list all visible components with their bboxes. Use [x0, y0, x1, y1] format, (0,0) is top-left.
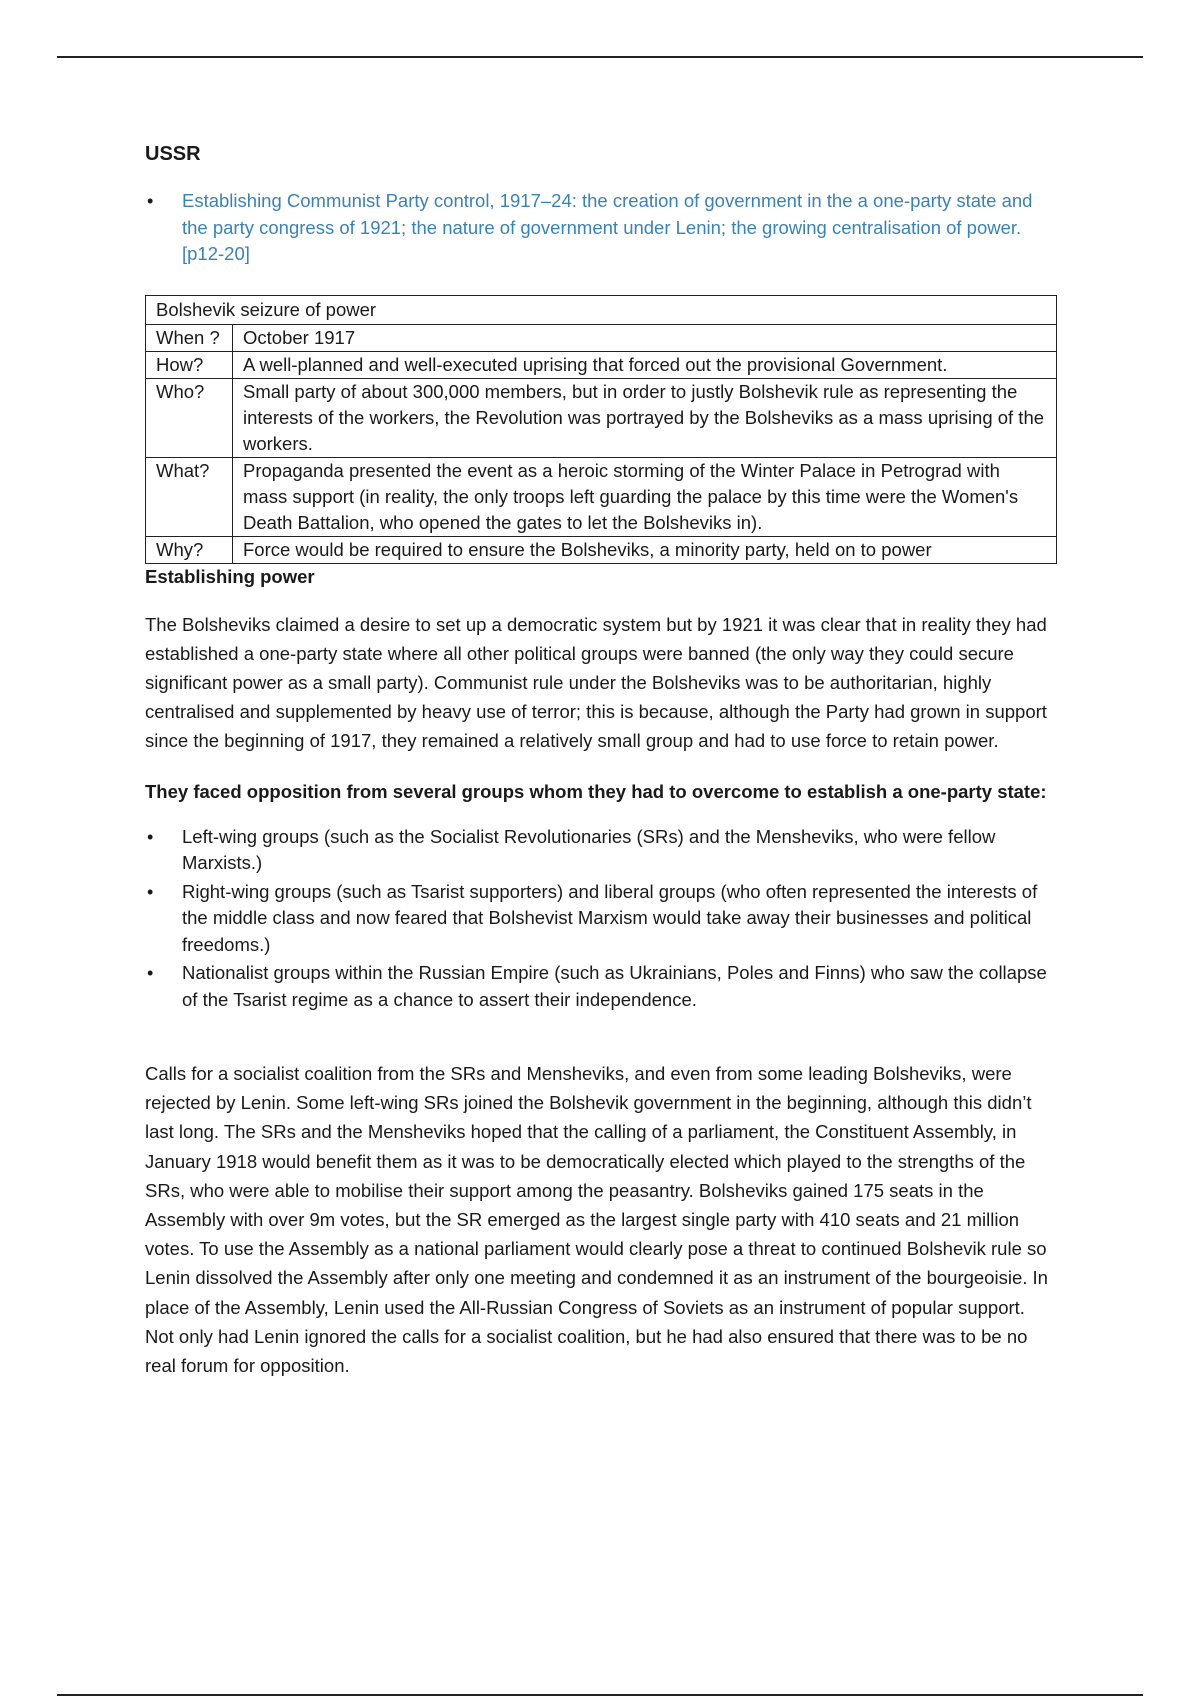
- row-label: How?: [146, 351, 233, 378]
- table-row: [146, 536, 1057, 563]
- bullet-icon: •: [147, 191, 154, 211]
- header-rule: [57, 56, 1143, 58]
- bullet-icon: •: [147, 963, 154, 984]
- table-row: [146, 324, 1057, 351]
- bullet-icon: •: [147, 881, 154, 902]
- list-item: [145, 879, 1057, 959]
- row-label: Who?: [146, 378, 233, 457]
- document-body: [145, 140, 1057, 1380]
- row-label: Why?: [146, 536, 233, 563]
- row-text: Propaganda presented the event as a heroic storming of the Winter Palace in Petrograd with mass support (in reality, the only troops left guarding the palace by this time were the Women's Death Battalion, who opened the gates to let the Bolsheviks in).: [233, 457, 1057, 536]
- list-item: [145, 960, 1057, 1013]
- row-label: What?: [146, 457, 233, 536]
- table-heading: Bolshevik seizure of power: [146, 295, 1057, 324]
- row-label: When ?: [146, 324, 233, 351]
- list-item-text: Nationalist groups within the Russian Empire (such as Ukrainians, Poles and Finns) who saw the collapse of the Tsarist regime as a chance to assert their independence.: [182, 962, 1047, 1010]
- objectives-list: [145, 188, 1057, 268]
- document-title: USSR: [145, 143, 201, 165]
- row-text: Small party of about 300,000 members, but in order to justly Bolshevik rule as representing the interests of the workers, the Revolution was portrayed by the Bolsheviks as a mass uprising of the workers.: [233, 378, 1057, 457]
- opposition-list: [145, 824, 1057, 1014]
- row-text: A well-planned and well-executed uprising that forced out the provisional Government.: [233, 351, 1057, 378]
- table-header-row: [146, 295, 1057, 324]
- intro-paragraph: The Bolsheviks claimed a desire to set up a democratic system but by 1921 it was clear that in reality they had established a one-party state where all other political groups were banned (the only way they could secure significant power as a small party). Communist rule under the Bolsheviks was to be authoritarian, highly centralised and supplemented by heavy use of terror; this is because, although the Party had grown in support since the beginning of 1917, they remained a relatively small group and had to use force to retain power.: [145, 613, 1047, 752]
- table-row: [146, 351, 1057, 378]
- table-row: [146, 457, 1057, 536]
- opposition-heading: They faced opposition from several groups whom they had to overcome to establish a one-party state:: [145, 780, 1047, 802]
- section-heading-establishing-power: Establishing power: [145, 565, 315, 587]
- table-row: [146, 378, 1057, 457]
- list-item-text: Left-wing groups (such as the Socialist Revolutionaries (SRs) and the Mensheviks, who were fellow Marxists.): [182, 825, 996, 874]
- footer-rule: [57, 1694, 1143, 1696]
- row-text: Force would be required to ensure the Bolsheviks, a minority party, held on to power: [233, 536, 1057, 563]
- objective-text: Establishing Communist Party control, 1917–24: the creation of government in the a one-party state and the party congress of 1921; the nature of government under Lenin; the growing centralisation of power. [p12-20]: [182, 190, 1033, 264]
- seizure-table: [145, 295, 1057, 564]
- bullet-icon: •: [147, 826, 154, 847]
- coalition-paragraph: Calls for a socialist coalition from the SRs and Mensheviks, and even from some leading Bolsheviks, were rejected by Lenin. Some left-wing SRs joined the Bolshevik government in the beginning, although this didn’t last long. The SRs and the Mensheviks hoped that the calling of a parliament, the Constituent Assembly, in January 1918 would benefit them as it was to be democratically elected which played to the strengths of the SRs, who were able to mobilise their support among the peasantry. Bolsheviks gained 175 seats in the Assembly with over 9m votes, but the SR emerged as the largest single party with 410 seats and 21 million votes. To use the Assembly as a national parliament would clearly pose a threat to continued Bolshevik rule so Lenin dissolved the Assembly after only one meeting and condemned it as an instrument of the bourgeoisie. In place of the Assembly, Lenin used the All-Russian Congress of Soviets as an instrument of popular support. Not only had Lenin ignored the calls for a socialist coalition, but he had also ensured that there was to be no real forum for opposition.: [145, 1063, 1048, 1377]
- row-text: October 1917: [233, 324, 1057, 351]
- list-item: [145, 824, 1057, 877]
- list-item-text: Right-wing groups (such as Tsarist supporters) and liberal groups (who often represented the interests of the middle class and now feared that Bolshevist Marxism would take away their businesses and political freedoms.): [182, 880, 1038, 955]
- objective-item: [145, 188, 1057, 268]
